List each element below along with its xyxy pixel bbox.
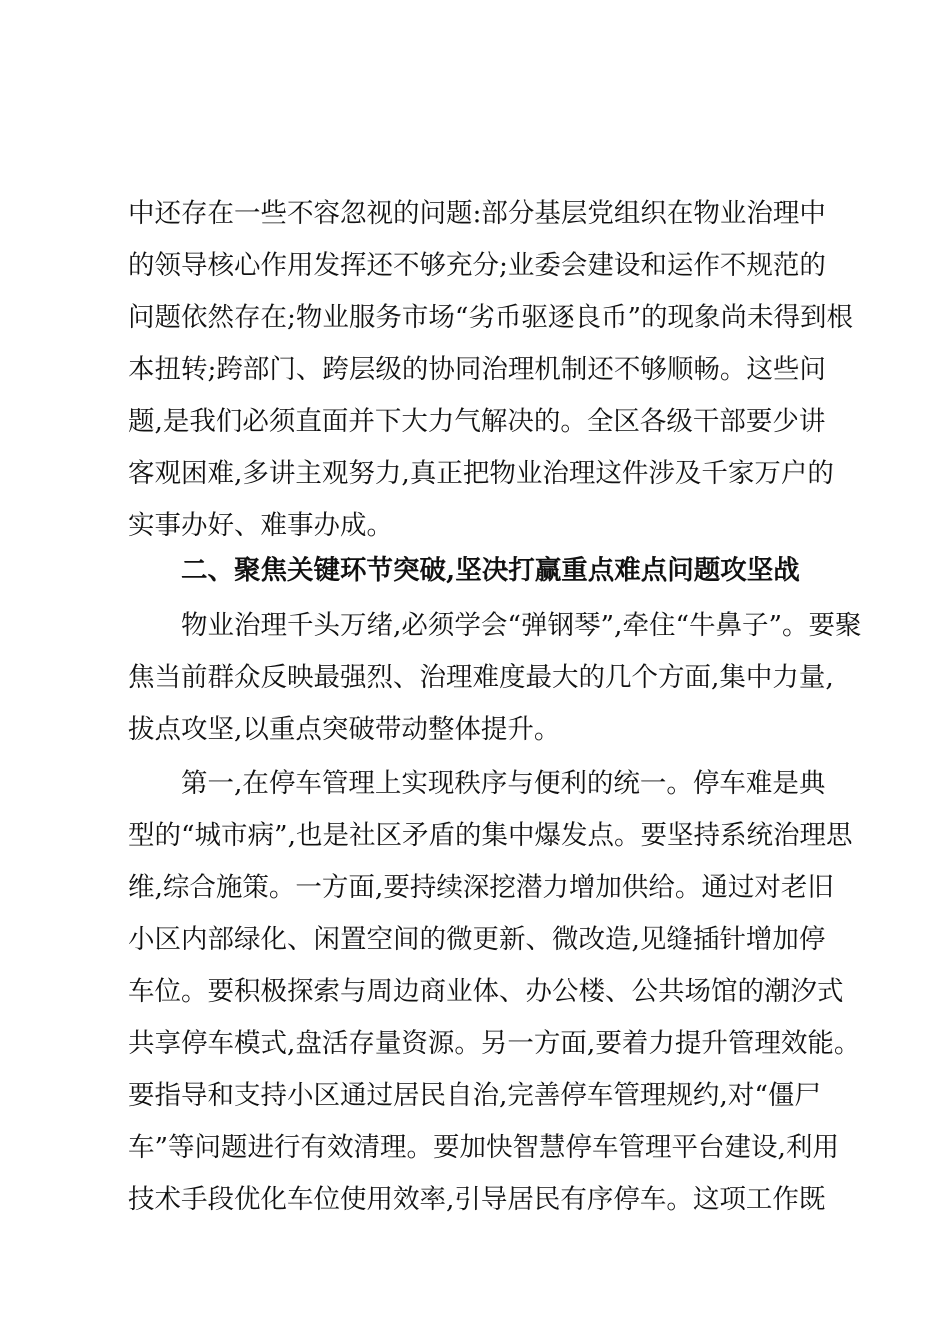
paragraph-line: 第一,在停车管理上实现秩序与便利的统一。停车难是典 <box>181 768 826 799</box>
paragraph-line: 实事办好、难事办成。 <box>128 510 393 541</box>
paragraph-line: 小区内部绿化、闲置空间的微更新、微改造,见缝插针增加停 <box>128 924 826 955</box>
paragraph-line: 本扭转;跨部门、跨层级的协同治理机制还不够顺畅。这些问 <box>128 354 826 385</box>
paragraph-line: 焦当前群众反映最强烈、治理难度最大的几个方面,集中力量, <box>128 662 834 693</box>
paragraph-line: 型的“城市病”,也是社区矛盾的集中爆发点。要坚持系统治理思 <box>128 820 853 851</box>
paragraph-line: 的领导核心作用发挥还不够充分;业委会建设和运作不规范的 <box>128 250 826 281</box>
paragraph-line: 共享停车模式,盘活存量资源。另一方面,要着力提升管理效能。 <box>128 1028 861 1059</box>
paragraph-parking-management <box>128 758 861 1226</box>
section-heading <box>128 545 818 597</box>
paragraph-line: 中还存在一些不容忽视的问题:部分基层党组织在物业治理中 <box>128 198 826 229</box>
paragraph-line: 车”等问题进行有效清理。要加快智慧停车管理平台建设,利用 <box>128 1132 839 1163</box>
paragraph-line: 车位。要积极探索与周边商业体、办公楼、公共场馆的潮汐式 <box>128 976 844 1007</box>
intro-continuation-paragraph <box>128 188 854 552</box>
paragraph-focus-key-points <box>128 600 862 756</box>
paragraph-line: 维,综合施策。一方面,要持续深挖潜力增加供给。通过对老旧 <box>128 872 834 903</box>
paragraph-line: 客观困难,多讲主观努力,真正把物业治理这件涉及千家万户的 <box>128 458 834 489</box>
paragraph-line: 拔点攻坚,以重点突破带动整体提升。 <box>128 714 561 745</box>
paragraph-line: 问题依然存在;物业服务市场“劣币驱逐良币”的现象尚未得到根 <box>128 302 854 333</box>
section-heading-text: 二、聚焦关键环节突破,坚决打赢重点难点问题攻坚战 <box>181 555 800 586</box>
paragraph-line: 要指导和支持小区通过居民自治,完善停车管理规约,对“僵尸 <box>128 1080 821 1111</box>
paragraph-line: 题,是我们必须直面并下大力气解决的。全区各级干部要少讲 <box>128 406 826 437</box>
paragraph-line: 技术手段优化车位使用效率,引导居民有序停车。这项工作既 <box>128 1184 826 1215</box>
paragraph-line: 物业治理千头万绪,必须学会“弹钢琴”,牵住“牛鼻子”。要聚 <box>181 610 862 641</box>
